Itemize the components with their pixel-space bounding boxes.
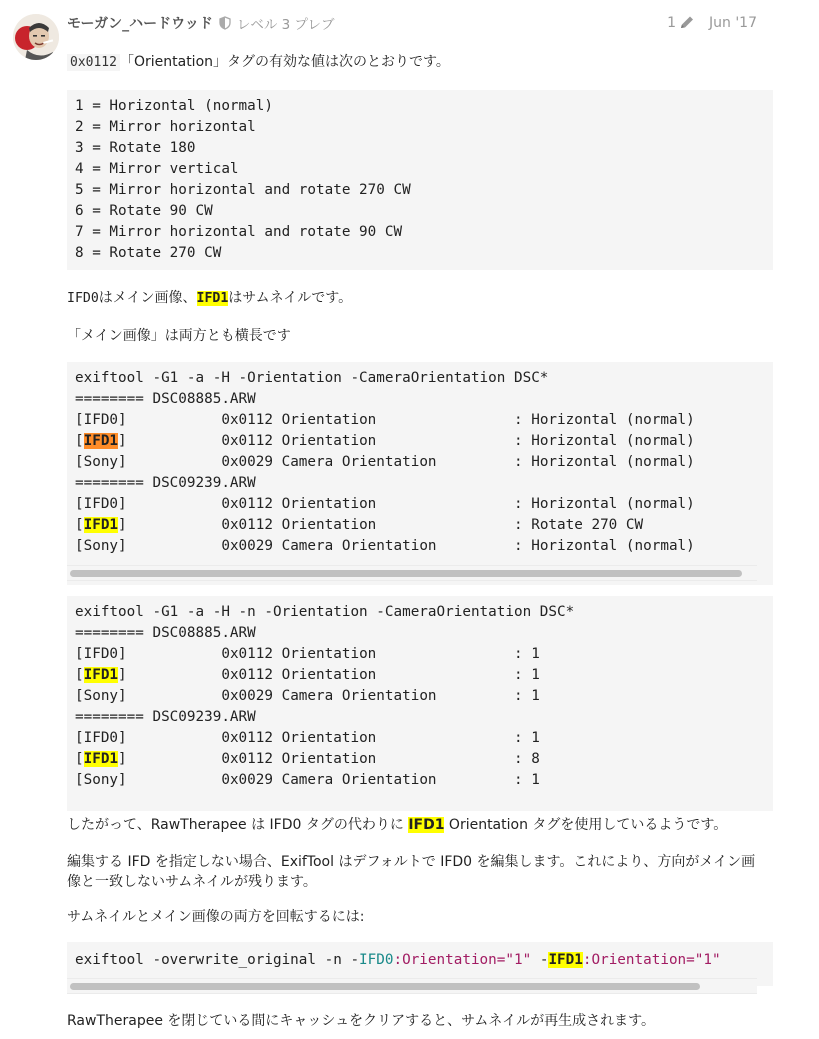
user-level: レベル 3 プレブ [236,17,335,33]
post-date[interactable]: Jun '17 [709,15,757,31]
code-row: [Sony] 0x0029 Camera Orientation : 1 [75,772,540,788]
code-line: 7 = Mirror horizontal and rotate 90 CW [75,224,403,240]
user-avatar[interactable] [13,14,59,60]
code-row: [IFD1] 0x0112 Orientation : 1 [75,667,540,683]
code-row: [IFD0] 0x0112 Orientation : 1 [75,646,540,662]
edit-count: 1 [667,15,676,31]
code-row: [IFD0] 0x0112 Orientation : Horizontal (normal) [75,496,695,512]
cmd-ifd0: IFD0 [359,952,394,968]
code-line: 2 = Mirror horizontal [75,119,256,135]
code-command: exiftool -G1 -a -H -Orientation -CameraOrientation DSC* [75,370,549,386]
paragraph-rawtherapee-conclusion [67,815,757,835]
forum-post [67,12,757,1029]
cmd-tag-a: :Orientation="1" [393,952,532,968]
code-row: [IFD1] 0x0112 Orientation : Rotate 270 CW [75,517,644,533]
code-row: [IFD0] 0x0112 Orientation : 1 [75,730,540,746]
ifd1-highlight: IFD1 [548,952,583,968]
post-meta [67,12,757,34]
scrollbar-thumb[interactable] [70,983,700,990]
code-block-exiftool-output-1[interactable] [67,362,773,585]
ifd0-term: IFD0 [67,291,99,306]
code-line: 8 = Rotate 270 CW [75,245,222,261]
code-row: [IFD1] 0x0112 Orientation : Horizontal (normal) [75,433,695,449]
paragraph-clear-cache: RawTherapee を閉じている間にキャッシュをクリアすると、サムネイルが再生成されます。 [67,1013,656,1029]
avatar-portrait-icon [13,14,59,60]
conclusion-text-b: Orientation タグを使用しているようです。 [444,817,728,833]
code-file-header: ======== DSC08885.ARW [75,625,256,641]
paragraph-orientation-intro [67,52,757,73]
code-row: [IFD1] 0x0112 Orientation : 8 [75,751,540,767]
pencil-icon [679,16,695,30]
ifd-text-a: はメイン画像、 [98,290,197,306]
code-line: 1 = Horizontal (normal) [75,98,273,114]
scrollbar-thumb[interactable] [70,570,742,577]
ifd1-highlight: IFD1 [83,751,119,767]
ifd1-highlight-active: IFD1 [83,433,119,449]
ifd1-highlight: IFD1 [196,291,229,306]
paragraph-exiftool-default: 編集する IFD を指定しない場合、ExifTool はデフォルトで IFD0 を編集します。これにより、方向がメイン画像と一致しないサムネイルが残ります。 [67,854,756,890]
code-line: 5 = Mirror horizontal and rotate 270 CW [75,182,411,198]
code-row: [Sony] 0x0029 Camera Orientation : Horizontal (normal) [75,454,695,470]
code-scrollbar-3[interactable] [67,978,757,994]
code-row: [Sony] 0x0029 Camera Orientation : Horizontal (normal) [75,538,695,554]
username-link[interactable]: モーガン_ハードウッド [67,16,213,32]
ifd1-highlight: IFD1 [83,667,119,683]
post-meta-right [667,15,757,31]
paragraph-rotate-both: サムネイルとメイン画像の両方を回転するには: [67,909,365,925]
code-block-orientation-values[interactable] [67,90,773,270]
code-scrollbar-1[interactable] [67,565,757,581]
conclusion-text-a: したがって、RawTherapee は IFD0 タグの代わりに [67,817,409,833]
code-file-header: ======== DSC09239.ARW [75,475,256,491]
code-line: 6 = Rotate 90 CW [75,203,213,219]
shield-icon [219,16,231,30]
ifd1-highlight: IFD1 [408,817,445,833]
ifd1-highlight: IFD1 [83,517,119,533]
paragraph-ifd-explain [67,288,757,309]
code-file-header: ======== DSC09239.ARW [75,709,256,725]
code-row: [Sony] 0x0029 Camera Orientation : 1 [75,688,540,704]
code-file-header: ======== DSC08885.ARW [75,391,256,407]
inline-code-tag: 0x0112 [67,54,120,71]
ifd-text-b: はサムネイルです。 [228,290,353,306]
code-line: 3 = Rotate 180 [75,140,196,156]
edit-history-button[interactable] [667,15,695,31]
cmd-sep: - [531,952,549,968]
code-block-exiftool-output-2[interactable] [67,596,773,811]
paragraph-main-image: 「メイン画像」は両方とも横長です [67,328,291,344]
code-line: 4 = Mirror vertical [75,161,239,177]
cmd-text: exiftool -overwrite_original -n - [75,952,360,968]
code-row: [IFD0] 0x0112 Orientation : Horizontal (normal) [75,412,695,428]
intro-text: 「Orientation」タグの有効な値は次のとおりです。 [119,54,450,70]
cmd-tag-b: :Orientation="1" [582,952,721,968]
code-command: exiftool -G1 -a -H -n -Orientation -CameraOrientation DSC* [75,604,575,620]
